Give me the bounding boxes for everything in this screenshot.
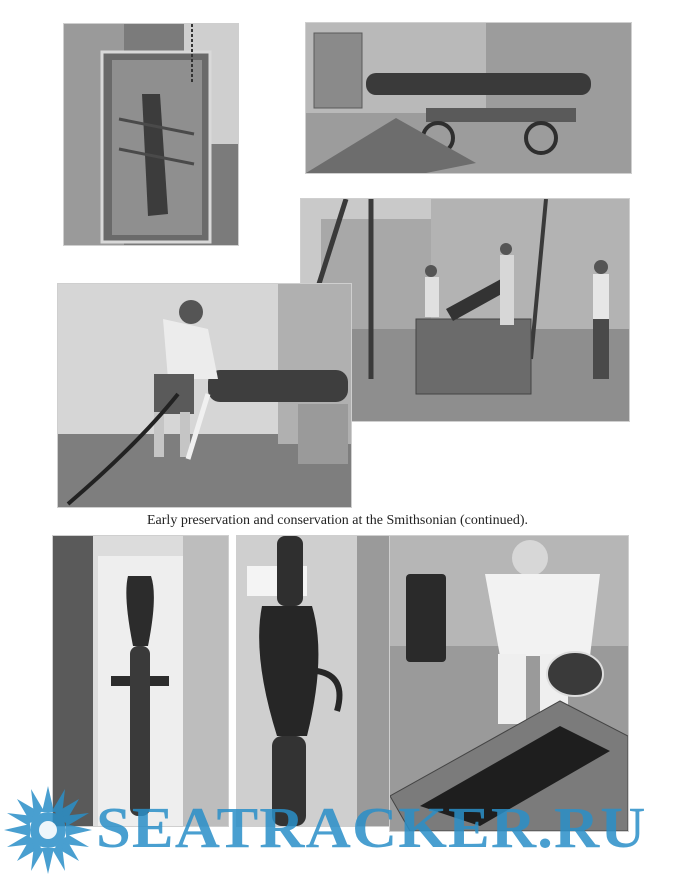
watermark-text: SEATRACKER.RU: [96, 795, 647, 860]
photo-cannon-in-tank: [63, 23, 239, 246]
photo-cannon-on-cart: [305, 22, 632, 174]
photo-man-washing-cannon: [57, 283, 352, 508]
photo-caption: Early preservation and conservation at the Smithsonian (continued).: [147, 513, 529, 528]
